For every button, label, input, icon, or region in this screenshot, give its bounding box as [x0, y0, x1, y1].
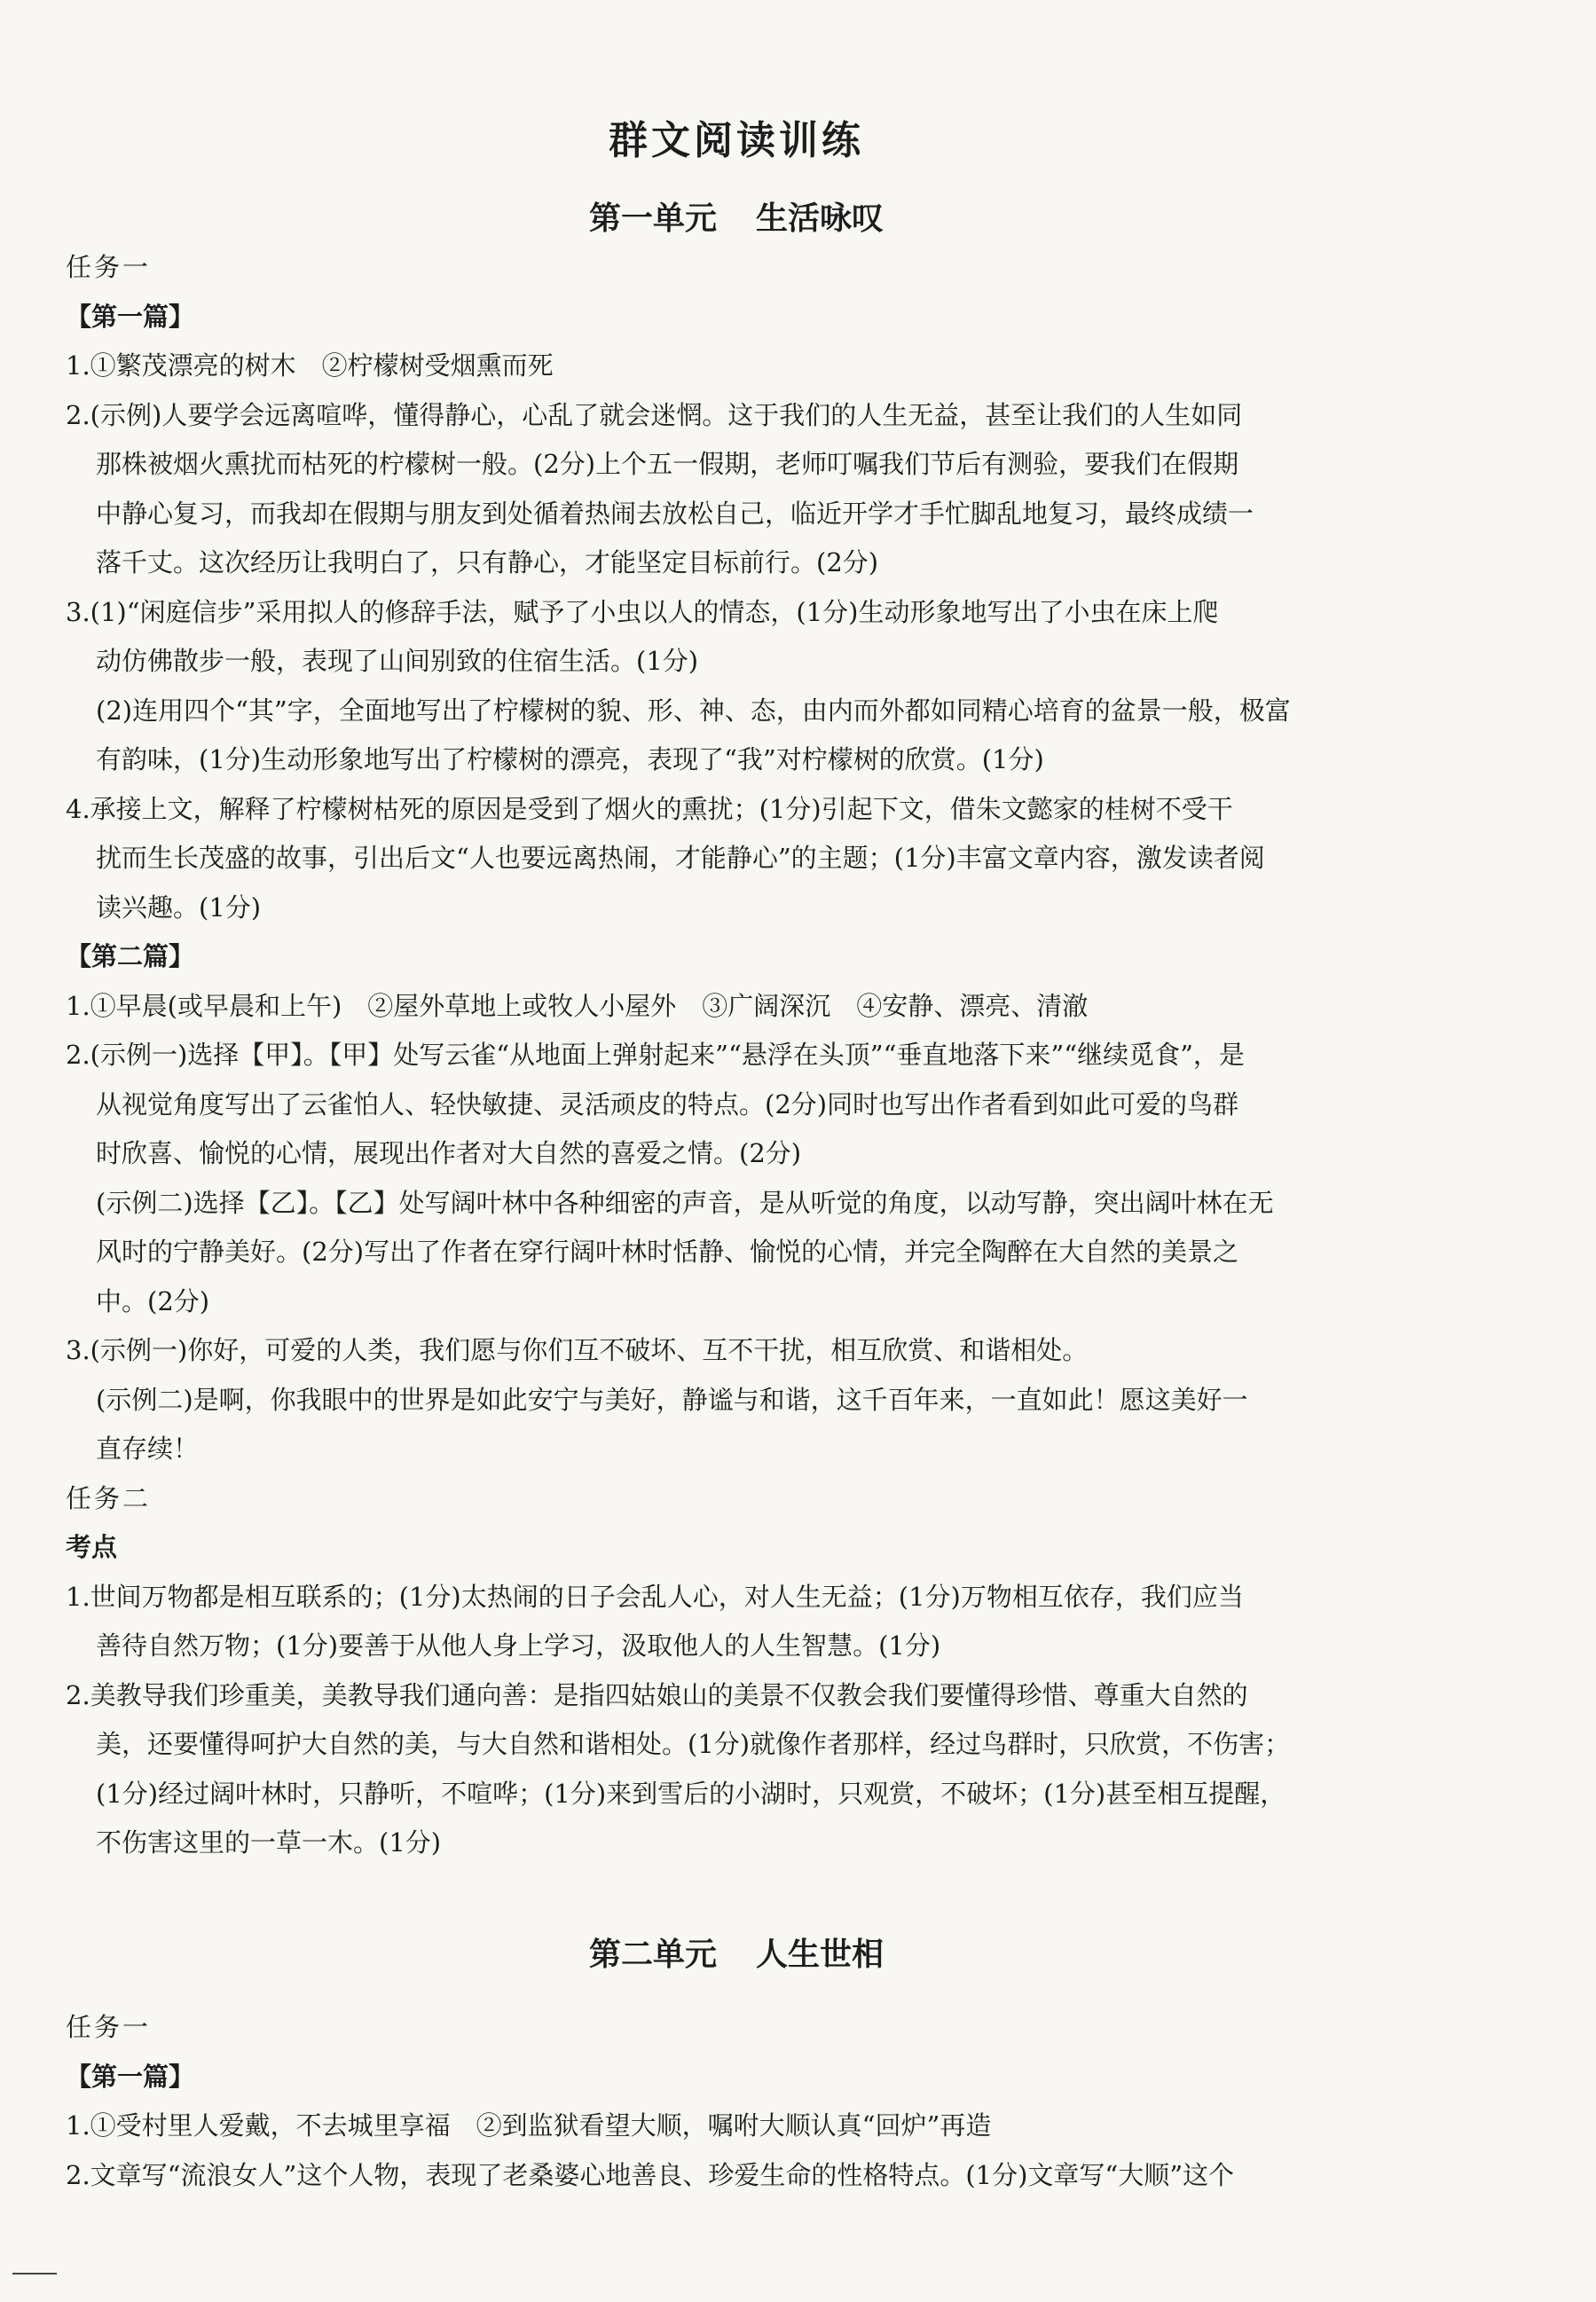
answer-line: 2.文章写“流浪女人”这个人物，表现了老桑婆心地善良、珍爱生命的性格特点。(1分)文章写“大顺”这个: [66, 2159, 1235, 2190]
answer-line: 2.(示例一)选择【甲】。【甲】处写云雀“从地面上弹射起来”“悬浮在头顶”“垂直地落下来”“继续觅食”，是: [66, 1040, 1245, 1070]
piece-label: 【第一篇】: [66, 2061, 195, 2092]
answer-line: 有韵味，(1分)生动形象地写出了柠檬树的漂亮，表现了“我”对柠檬树的欣赏。(1分): [96, 744, 1044, 774]
answer-line: 2.美教导我们珍重美，美教导我们通向善：是指四姑娘山的美景不仅教会我们要懂得珍惜、尊重大自然的: [66, 1679, 1248, 1710]
answer-line: 时欣喜、愉悦的心情，展现出作者对大自然的喜爱之情。(2分): [96, 1138, 802, 1168]
unit-1-number: 第一单元: [588, 200, 717, 237]
task-label: 任务一: [66, 2012, 152, 2042]
answer-line: 1.①早晨(或早晨和上午) ②屋外草地上或牧人小屋外 ③广阔深沉 ④安静、漂亮、清澈: [66, 990, 1089, 1021]
answer-line: 那株被烟火熏扰而枯死的柠檬树一般。(2分)上个五一假期，老师叮嘱我们节后有测验，要我们在假期: [96, 449, 1239, 479]
answer-line: 从视觉角度写出了云雀怕人、轻快敏捷、灵活顽皮的特点。(2分)同时也写出作者看到如此可爱的鸟群: [96, 1088, 1239, 1120]
answer-line: 3.(1)“闲庭信步”采用拟人的修辞手法，赋予了小虫以人的情态，(1分)生动形象地写出了小虫在床上爬: [66, 596, 1219, 627]
answer-line: (示例二)选择【乙】。【乙】处写阔叶林中各种细密的声音，是从听觉的角度，以动写静，突出阔叶林在无: [96, 1187, 1274, 1218]
task-label: 任务二: [66, 1482, 152, 1513]
answer-line: 3.(示例一)你好，可爱的人类，我们愿与你们互不破坏、互不干扰，相互欣赏、和谐相处。: [66, 1335, 1089, 1365]
answer-line: (示例二)是啊，你我眼中的世界是如此安宁与美好，静谧与和谐，这千百年来，一直如此！愿这美好一: [96, 1384, 1248, 1415]
answer-line: 读兴趣。(1分): [96, 892, 262, 923]
answer-line: 中静心复习，而我却在假期与朋友到处循着热闹去放松自己，临近开学才手忙脚乱地复习，最终成绩一: [96, 498, 1254, 529]
unit-2-number: 第二单元: [588, 1937, 717, 1973]
footer-rule: [12, 2273, 57, 2275]
piece-label: 【第一篇】: [66, 301, 195, 332]
answer-line: 1.世间万物都是相互联系的；(1分)太热闹的日子会乱人心，对人生无益；(1分)万物相互依存，我们应当: [66, 1581, 1244, 1612]
answer-line: 动仿佛散步一般，表现了山间别致的住宿生活。(1分): [96, 646, 699, 676]
unit-1-heading: [0, 193, 1473, 239]
answer-line: 落千丈。这次经历让我明白了，只有静心，才能坚定目标前行。(2分): [96, 547, 879, 577]
answer-line: 风时的宁静美好。(2分)写出了作者在穿行阔叶林时恬静、愉悦的心情，并完全陶醉在大自然的美景之: [96, 1237, 1239, 1267]
page-title: 群文阅读训练: [609, 118, 864, 163]
unit-2-content: [66, 2003, 1405, 2200]
answer-line: 中。(2分): [96, 1285, 210, 1316]
unit-2-name: 人生世相: [756, 1937, 884, 1973]
answer-line: 4.承接上文，解释了柠檬树枯死的原因是受到了烟火的熏扰；(1分)引起下文，借朱文懿家的桂树不受干: [66, 793, 1233, 824]
answer-line: 1.①繁茂漂亮的树木 ②柠檬树受烟熏而死: [66, 350, 554, 381]
piece-label: 【第二篇】: [66, 941, 195, 971]
section-label: 考点: [66, 1532, 118, 1562]
answer-line: (1分)经过阔叶林时，只静听，不喧哗；(1分)来到雪后的小湖时，只观赏，不破坏；(1分)甚至相互提醒，: [96, 1778, 1286, 1809]
unit-1-name: 生活咏叹: [756, 200, 884, 237]
unit-2-heading: [0, 1929, 1473, 1975]
answer-line: (2)连用四个“其”字，全面地写出了柠檬树的貌、形、神、态，由内而外都如同精心培育的盆景一般，极富: [96, 695, 1291, 726]
answer-line: 不伤害这里的一草一木。(1分): [96, 1827, 442, 1858]
task-label: 任务一: [66, 252, 152, 282]
answer-line: 美，还要懂得呵护大自然的美，与大自然和谐相处。(1分)就像作者那样，经过鸟群时，只欣赏，不伤害；: [96, 1729, 1291, 1759]
answer-line: 2.(示例)人要学会远离喧哗，懂得静心，心乱了就会迷惘。这于我们的人生无益，甚至让我们的人生如同: [66, 399, 1243, 430]
answer-line: 1.①受村里人爱戴，不去城里享福 ②到监狱看望大顺，嘱咐大顺认真“回炉”再造: [66, 2110, 992, 2141]
answer-line: 扰而生长茂盛的故事，引出后文“人也要远离热闹，才能静心”的主题；(1分)丰富文章内容，激发读者阅: [96, 843, 1265, 873]
answer-line: 直存续！: [96, 1434, 200, 1464]
unit-1-content: [66, 243, 1405, 1868]
answer-line: 善待自然万物；(1分)要善于从他人身上学习，汲取他人的人生智慧。(1分): [96, 1630, 941, 1661]
